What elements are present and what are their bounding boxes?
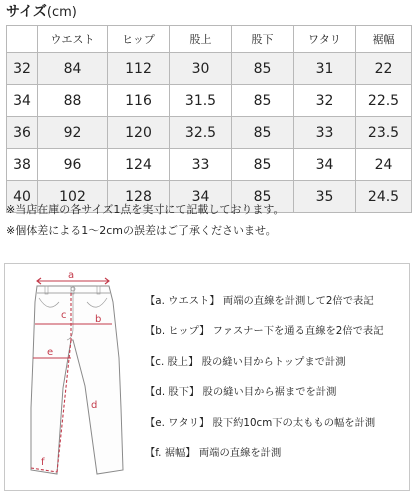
table-cell: 35 xyxy=(294,181,356,213)
note-tolerance: ※個体差による1〜2cmの誤差はご了承くださいませ。 xyxy=(6,224,277,237)
label-b: b xyxy=(95,314,102,325)
label-a: a xyxy=(68,270,75,281)
table-cell: 112 xyxy=(108,53,170,85)
legend-item-rise: 【c. 股上】 股の縫い目からトップまで計測 xyxy=(145,355,346,368)
table-cell: 120 xyxy=(108,117,170,149)
title-unit: (cm) xyxy=(46,5,77,20)
table-cell: 32.5 xyxy=(170,117,232,149)
header-cell-inseam: 股下 xyxy=(232,26,294,53)
table-cell: 85 xyxy=(232,149,294,181)
label-c: c xyxy=(61,310,67,321)
table-cell: 33 xyxy=(170,149,232,181)
header-cell-thigh: ワタリ xyxy=(294,26,356,53)
table-cell: 85 xyxy=(232,117,294,149)
table-cell: 34 xyxy=(294,149,356,181)
jeans-outline xyxy=(31,286,123,474)
size-cell: 36 xyxy=(7,117,38,149)
table-row xyxy=(7,53,412,85)
table-cell: 85 xyxy=(232,53,294,85)
measurement-guide-panel xyxy=(4,263,410,491)
table-row xyxy=(7,85,412,117)
table-cell: 33 xyxy=(294,117,356,149)
table-cell: 116 xyxy=(108,85,170,117)
label-e: e xyxy=(47,347,54,358)
legend-item-thigh: 【e. ワタリ】 股下約10cm下の太ももの幅を計測 xyxy=(145,416,376,429)
label-f: f xyxy=(41,457,45,468)
header-cell-corner xyxy=(7,26,38,53)
label-d: d xyxy=(91,400,98,411)
table-cell: 22 xyxy=(356,53,412,85)
size-cell: 32 xyxy=(7,53,38,85)
size-cell: 34 xyxy=(7,85,38,117)
page-title xyxy=(6,2,77,22)
table-cell: 23.5 xyxy=(356,117,412,149)
header-cell-waist: ウエスト xyxy=(38,26,108,53)
table-cell: 88 xyxy=(38,85,108,117)
note-measurement: ※当店在庫の各サイズ1点を実寸にて記載しております。 xyxy=(6,203,285,216)
table-header-row xyxy=(7,26,412,53)
table-cell: 124 xyxy=(108,149,170,181)
legend-item-hem: 【f. 裾幅】 両端の直線を計測 xyxy=(145,446,282,459)
header-cell-hem: 裾幅 xyxy=(356,26,412,53)
table-cell: 22.5 xyxy=(356,85,412,117)
table-cell: 96 xyxy=(38,149,108,181)
table-cell: 31 xyxy=(294,53,356,85)
table-row xyxy=(7,149,412,181)
size-cell: 38 xyxy=(7,149,38,181)
size-table xyxy=(6,25,412,213)
table-cell: 102 xyxy=(38,181,108,213)
legend-item-waist: 【a. ウエスト】 両端の直線を計測して2倍で表記 xyxy=(145,295,374,307)
measurement-legend xyxy=(145,294,407,476)
table-cell: 34 xyxy=(170,181,232,213)
table-cell: 24.5 xyxy=(356,181,412,213)
title-text: サイズ xyxy=(6,4,47,20)
size-cell: 40 xyxy=(7,181,38,213)
table-row xyxy=(7,117,412,149)
table-cell: 128 xyxy=(108,181,170,213)
header-cell-rise: 股上 xyxy=(170,26,232,53)
table-cell: 85 xyxy=(232,181,294,213)
table-cell: 84 xyxy=(38,53,108,85)
jeans-diagram xyxy=(11,268,131,486)
table-cell: 31.5 xyxy=(170,85,232,117)
table-cell: 32 xyxy=(294,85,356,117)
legend-item-hip: 【b. ヒップ】 ファスナー下を通る直線を2倍で表記 xyxy=(145,325,384,338)
legend-item-inseam: 【d. 股下】 股の縫い目から裾までを計測 xyxy=(145,386,337,399)
table-cell: 30 xyxy=(170,53,232,85)
table-cell: 85 xyxy=(232,85,294,117)
table-cell: 92 xyxy=(38,117,108,149)
table-cell: 24 xyxy=(356,149,412,181)
header-cell-hip: ヒップ xyxy=(108,26,170,53)
